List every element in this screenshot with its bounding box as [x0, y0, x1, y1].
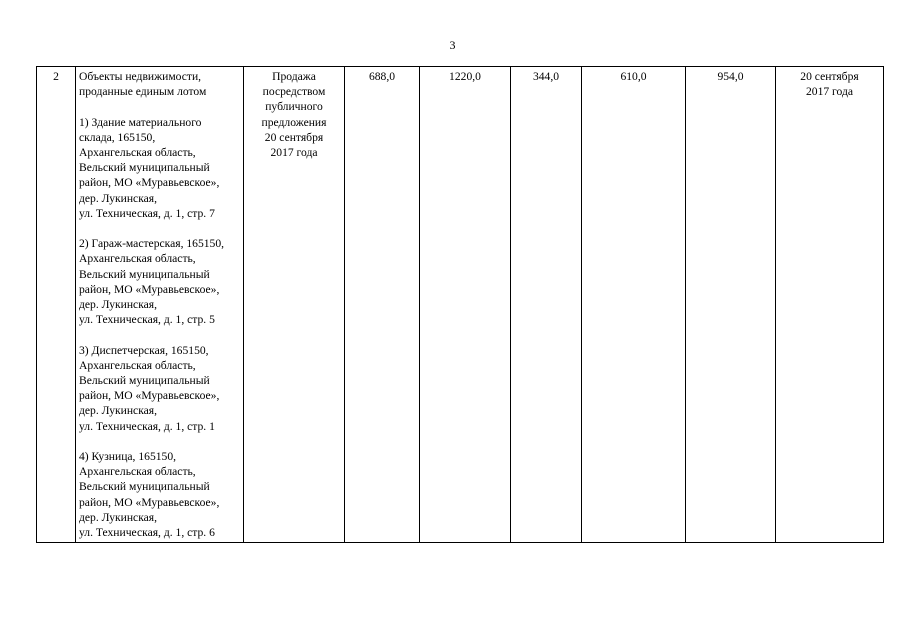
property-item-line: дер. Лукинская, — [79, 191, 158, 205]
paragraph-spacer — [79, 99, 240, 114]
property-item-line: склада, 165150, — [79, 130, 156, 144]
property-item-line: ул. Техническая, д. 1, стр. 7 — [79, 206, 215, 220]
paragraph-spacer — [79, 221, 240, 236]
property-item-line: дер. Лукинская, — [79, 510, 158, 524]
value-cell-2 — [420, 67, 511, 543]
property-item-line: 4) Кузница, 165150, — [79, 450, 177, 464]
object-title-line: проданные единым лотом — [79, 85, 207, 99]
object-description-cell — [76, 67, 244, 543]
property-item-2 — [79, 236, 240, 327]
property-item-line: дер. Лукинская, — [79, 298, 158, 312]
value-2: 1220,0 — [449, 70, 481, 83]
property-item-line: Вельский муниципальный — [79, 161, 210, 175]
paragraph-spacer — [79, 434, 240, 449]
value-cell-4 — [582, 67, 686, 543]
value-5: 954,0 — [717, 70, 744, 83]
sale-method-line: публичного — [265, 100, 323, 114]
property-item-3 — [79, 343, 240, 434]
property-item-4 — [79, 449, 240, 540]
sale-method-line: посредством — [262, 85, 326, 99]
table-row — [37, 67, 884, 543]
property-item-1 — [79, 115, 240, 221]
property-item-line: Вельский муниципальный — [79, 267, 210, 281]
value-cell-5 — [686, 67, 776, 543]
property-item-line: 3) Диспетчерская, 165150, — [79, 343, 209, 357]
object-title-line: Объекты недвижимости, — [79, 70, 202, 83]
value-cell-3 — [511, 67, 582, 543]
row-number: 2 — [53, 70, 59, 83]
property-sale-table — [36, 66, 884, 543]
sale-method-line: Продажа — [272, 70, 316, 83]
property-item-line: район, МО «Муравьевское», — [79, 282, 220, 296]
row-number-cell — [37, 67, 76, 543]
property-item-line: Архангельская область, — [79, 146, 196, 159]
property-item-line: Архангельская область, — [79, 465, 196, 479]
property-item-line: район, МО «Муравьевское», — [79, 176, 220, 190]
value-1: 688,0 — [368, 70, 396, 83]
property-item-line: 1) Здание материального — [79, 115, 202, 129]
sale-date-line: 20 сентября — [800, 70, 859, 83]
value-4: 610,0 — [620, 70, 647, 83]
property-item-line: 2) Гараж-мастерская, 165150, — [79, 237, 225, 251]
property-item-line: ул. Техническая, д. 1, стр. 6 — [79, 526, 215, 540]
sale-date-line: 2017 года — [805, 85, 854, 99]
value-cell-1 — [345, 67, 420, 543]
sale-method-line: 20 сентября — [264, 130, 324, 144]
property-item-line: Архангельская область, — [79, 252, 196, 266]
sale-method-cell — [244, 67, 345, 543]
sale-method-line: 2017 года — [270, 146, 318, 160]
sale-method-line: предложения — [261, 115, 327, 129]
property-item-line: Вельский муниципальный — [79, 374, 210, 388]
property-item-line: район, МО «Муравьевское», — [79, 495, 220, 509]
property-item-line: Вельский муниципальный — [79, 480, 210, 494]
property-item-line: район, МО «Муравьевское», — [79, 389, 220, 403]
page-number: 3 — [449, 38, 456, 52]
property-item-line: ул. Техническая, д. 1, стр. 1 — [79, 419, 215, 433]
value-3: 344,0 — [532, 70, 560, 83]
property-item-line: ул. Техническая, д. 1, стр. 5 — [79, 313, 215, 327]
paragraph-spacer — [79, 327, 240, 342]
property-item-line: Архангельская область, — [79, 358, 196, 372]
property-item-line: дер. Лукинская, — [79, 404, 158, 418]
sale-date-cell — [776, 67, 884, 543]
